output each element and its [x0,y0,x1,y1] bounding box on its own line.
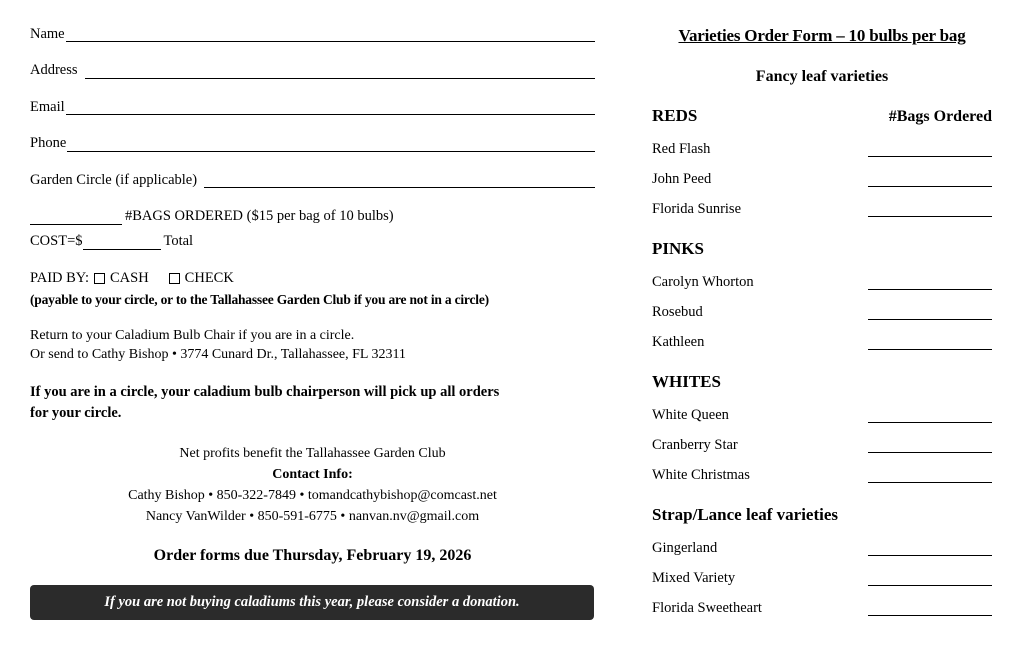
paid-option-check[interactable] [169,270,234,287]
variety-quantity-input[interactable] [868,571,992,586]
donation-banner: If you are not buying caladiums this year, please consider a donation. [30,585,594,620]
variety-name: White Queen [652,406,729,423]
variety-quantity-input[interactable] [868,275,992,290]
table-row[interactable] [652,596,992,616]
field-rule-email[interactable] [66,100,595,115]
field-rule-garden-circle[interactable] [204,173,595,188]
variety-name: Florida Sunrise [652,200,742,217]
field-rule-name[interactable] [66,27,595,42]
checkbox-icon-cash[interactable] [94,273,105,284]
variety-name: John Peed [652,170,712,187]
category-header-reds [652,106,992,126]
fancy-leaf-heading: Fancy leaf varieties [755,68,889,85]
variety-quantity-input[interactable] [868,202,992,217]
return-line-1: Return to your Caladium Bulb Chair if you are in a circle. [30,327,355,343]
variety-quantity-input[interactable] [868,408,992,423]
bags-ordered-input[interactable] [30,209,122,225]
bags-ordered-row[interactable] [30,205,595,225]
table-row[interactable] [652,300,992,320]
variety-quantity-input[interactable] [868,601,992,616]
pickup-instructions [30,382,595,423]
cost-label: COST=$ [30,233,83,249]
return-line-2: Or send to Cathy Bishop • 3774 Cunard Dr., Tallahassee, FL 32311 [30,347,406,363]
contact-block [30,443,595,527]
return-instructions [30,326,595,366]
variety-name: Rosebud [652,303,703,320]
paid-by-label: PAID BY: [30,269,89,286]
contact-info-label: Contact Info: [272,466,353,482]
table-row[interactable] [652,137,992,157]
variety-name: Gingerland [652,539,718,556]
field-rule-phone[interactable] [67,137,595,152]
variety-name: Mixed Variety [652,569,736,586]
variety-name: White Christmas [652,466,750,483]
paid-by-row [30,270,595,287]
field-name[interactable] [30,22,595,42]
table-row[interactable] [652,167,992,187]
field-phone[interactable] [30,132,595,152]
cost-row[interactable] [30,230,595,250]
variety-name: Cranberry Star [652,436,738,453]
table-row[interactable] [652,330,992,350]
bags-ordered-label: #BAGS ORDERED ($15 per bag of 10 bulbs) [125,208,394,224]
table-row[interactable] [652,197,992,217]
payable-note: (payable to your circle, or to the Tallahassee Garden Club if you are not in a circle) [30,291,489,307]
paid-option-cash-label: CASH [109,269,149,286]
field-label-phone: Phone [30,135,67,151]
field-label-address: Address [30,62,78,78]
strap-lance-section-title: Strap/Lance leaf varieties [652,505,839,524]
due-date-line: Order forms due Thursday, February 19, 2026 [153,546,472,564]
variety-name: Florida Sweetheart [652,599,762,616]
category-name-pinks: PINKS [652,239,704,258]
variety-quantity-input[interactable] [868,438,992,453]
field-rule-address[interactable] [85,64,595,79]
table-row[interactable] [652,403,992,423]
field-label-name: Name [30,25,65,42]
cost-input[interactable] [83,234,161,250]
variety-quantity-input[interactable] [868,541,992,556]
page-title: Varieties Order Form – 10 bulbs per bag [678,26,966,45]
field-label-garden-circle: Garden Circle (if applicable) [30,171,198,188]
net-profits-note: Net profits benefit the Tallahassee Garden Club [179,445,446,461]
customer-info-column [30,22,595,620]
category-name-whites: WHITES [652,372,721,391]
variety-quantity-input[interactable] [868,142,992,157]
variety-quantity-input[interactable] [868,335,992,350]
variety-name: Red Flash [652,140,711,157]
cost-total-label: Total [163,233,194,249]
field-label-email: Email [30,98,65,115]
field-garden-circle[interactable] [30,168,595,188]
table-row[interactable] [652,270,992,290]
category-name-reds: REDS [652,106,698,125]
checkbox-icon-check[interactable] [169,273,180,284]
pickup-line-2: for your circle. [30,404,122,421]
variety-name: Carolyn Whorton [652,273,754,290]
field-address[interactable] [30,59,595,79]
pickup-line-1: If you are in a circle, your caladium bulb chairperson will pick up all orders [30,384,500,401]
varieties-order-column [652,26,992,616]
table-row[interactable] [652,433,992,453]
paid-option-cash[interactable] [94,270,149,287]
variety-quantity-input[interactable] [868,468,992,483]
variety-quantity-input[interactable] [868,172,992,187]
contact-person-2: Nancy VanWilder • 850-591-6775 • nanvan.nv@gmail.com [145,508,480,524]
bags-ordered-column-header: #Bags Ordered [888,108,992,125]
contact-person-1: Cathy Bishop • 850-322-7849 • tomandcathybishop@comcast.net [128,487,497,503]
variety-name: Kathleen [652,333,705,350]
variety-quantity-input[interactable] [868,305,992,320]
paid-option-check-label: CHECK [184,269,234,286]
field-email[interactable] [30,95,595,115]
table-row[interactable] [652,463,992,483]
table-row[interactable] [652,536,992,556]
table-row[interactable] [652,566,992,586]
